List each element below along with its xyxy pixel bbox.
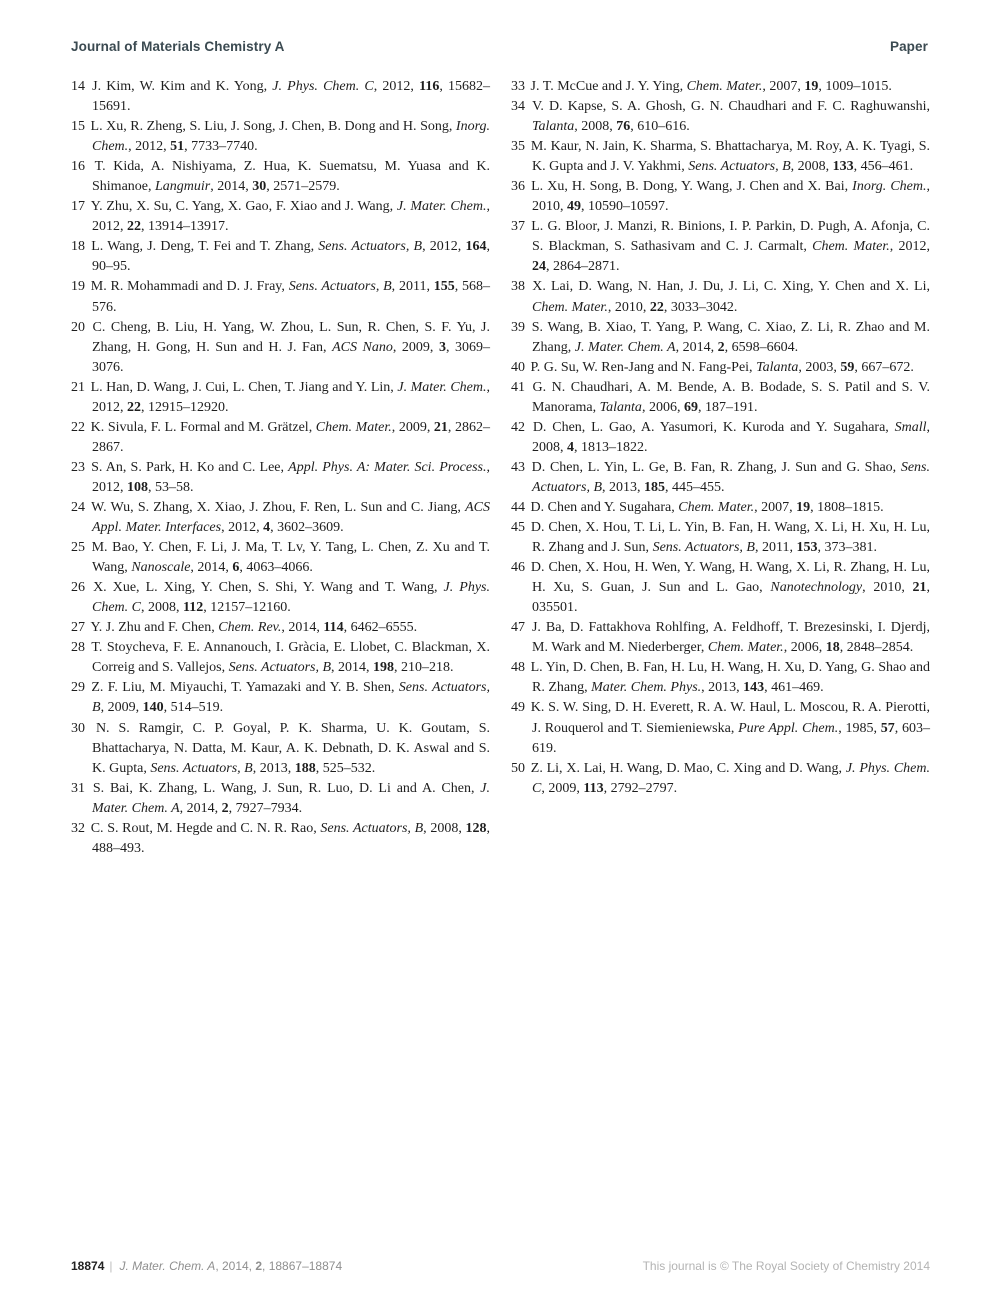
reference-text-segment: Chem. Mater. bbox=[686, 79, 763, 94]
reference-text-segment: , 456–461. bbox=[853, 159, 914, 175]
reference-text-segment: , 373–381. bbox=[817, 540, 877, 556]
reference-text-segment: 18 bbox=[825, 640, 840, 656]
reference-text-segment: , 461–469. bbox=[764, 680, 824, 696]
reference-text-segment: , 2006, bbox=[783, 640, 826, 656]
reference-text-segment: , 6598–6604. bbox=[724, 339, 799, 355]
reference-text-segment: , 13914–13917. bbox=[141, 219, 229, 235]
reference-text-segment: , 15682–15691. bbox=[92, 79, 490, 115]
reference-item bbox=[511, 618, 930, 658]
reference-item bbox=[71, 237, 490, 277]
reference-text-segment: L. Wang, J. Deng, T. Fei and T. Zhang, bbox=[91, 239, 319, 255]
reference-text-segment: J. Phys. Chem. C bbox=[92, 580, 491, 616]
reference-text-segment: 108 bbox=[127, 479, 148, 495]
reference-text-segment: Pure Appl. Chem. bbox=[738, 720, 839, 736]
page-header bbox=[71, 39, 928, 54]
reference-number: 50 bbox=[511, 760, 529, 776]
reference-text-segment: , 10590–10597. bbox=[581, 199, 669, 215]
reference-text-segment: 76 bbox=[616, 119, 631, 135]
footer-copyright: This journal is © The Royal Society of Chemistry 2014 bbox=[642, 1259, 930, 1273]
reference-text-segment: 185 bbox=[644, 479, 665, 495]
reference-text-segment: , 488–493. bbox=[92, 820, 491, 856]
reference-text-segment: , 2009, bbox=[541, 780, 584, 796]
page-footer bbox=[71, 1259, 930, 1273]
reference-text-segment: Sens. Actuators, B bbox=[150, 760, 253, 776]
reference-text-segment: S. Bai, K. Zhang, L. Wang, J. Sun, R. Luo, D. Li and A. Chen, bbox=[92, 780, 481, 796]
reference-number: 42 bbox=[511, 419, 531, 435]
reference-text-segment: Sens. Actuators, B bbox=[532, 459, 930, 495]
reference-text-segment: , 525–532. bbox=[315, 760, 376, 776]
reference-text-segment: D. Chen and Y. Sugahara, bbox=[530, 499, 679, 515]
reference-text-segment: X. Xue, L. Xing, Y. Chen, S. Shi, Y. Wang and T. Wang, bbox=[93, 580, 444, 596]
reference-item bbox=[71, 618, 490, 638]
reference-number: 43 bbox=[511, 459, 530, 475]
reference-item bbox=[511, 217, 930, 277]
reference-text-segment: , 2014, bbox=[331, 660, 374, 676]
reference-item bbox=[71, 458, 490, 498]
footer-divider: | bbox=[109, 1259, 113, 1273]
reference-text-segment: , 035501. bbox=[532, 580, 931, 616]
reference-text-segment: , 1808–1815. bbox=[810, 499, 884, 515]
reference-text-segment: , 1009–1015. bbox=[818, 79, 892, 94]
reference-number: 49 bbox=[511, 700, 529, 716]
reference-text-segment: Small bbox=[894, 419, 927, 435]
reference-text-segment: Sens. Actuators, B bbox=[320, 820, 424, 836]
reference-item bbox=[511, 518, 930, 558]
reference-item bbox=[71, 197, 490, 237]
reference-item bbox=[511, 358, 930, 378]
reference-number: 31 bbox=[71, 780, 91, 796]
footer-citation bbox=[71, 1259, 342, 1273]
reference-text-segment: , 2008, bbox=[423, 820, 466, 836]
reference-text-segment: 22 bbox=[127, 219, 141, 235]
reference-item bbox=[511, 498, 930, 518]
reference-text-segment: , 2006, bbox=[641, 399, 684, 415]
reference-number: 41 bbox=[511, 379, 531, 395]
reference-text-segment: 4 bbox=[567, 439, 574, 455]
reference-number: 32 bbox=[71, 820, 89, 836]
reference-number: 21 bbox=[71, 379, 89, 395]
reference-text-segment: , 610–616. bbox=[630, 119, 690, 135]
reference-text-segment: 140 bbox=[142, 700, 164, 716]
reference-text-segment: , 2012, bbox=[92, 459, 491, 495]
reference-text-segment: ACS Nano bbox=[332, 339, 393, 355]
footer-page-number: 18874 bbox=[71, 1259, 105, 1273]
paper-type-label: Paper bbox=[889, 39, 928, 54]
reference-text-segment: , 568–576. bbox=[92, 279, 491, 315]
reference-text-segment: L. Xu, R. Zheng, S. Liu, J. Song, J. Chen, B. Dong and H. Song, bbox=[90, 119, 456, 135]
reference-text-segment: 59 bbox=[840, 359, 855, 375]
reference-text-segment: , 2792–2797. bbox=[603, 780, 678, 796]
reference-text-segment: M. R. Mohammadi and D. J. Fray, bbox=[90, 279, 289, 295]
reference-number: 30 bbox=[71, 720, 94, 736]
reference-text-segment: 57 bbox=[880, 720, 895, 736]
reference-item bbox=[71, 819, 490, 859]
reference-text-segment: , 3602–3609. bbox=[270, 520, 344, 536]
reference-text-segment: 155 bbox=[433, 279, 455, 295]
reference-item bbox=[71, 277, 490, 317]
reference-number: 47 bbox=[511, 620, 530, 636]
reference-text-segment: 188 bbox=[294, 760, 316, 776]
reference-text-segment: Sens. Actuators, B bbox=[652, 540, 755, 556]
reference-text-segment: , 210–218. bbox=[394, 660, 454, 676]
reference-text-segment: K. S. W. Sing, D. H. Everett, R. A. W. Haul, L. Moscou, R. A. Pierotti, J. Rouquerol and T. Siemieniewska, bbox=[530, 700, 930, 736]
reference-number: 40 bbox=[511, 359, 529, 375]
reference-text-segment: Chem. Rev. bbox=[218, 620, 282, 636]
reference-number: 22 bbox=[71, 419, 89, 435]
reference-text-segment: Sens. Actuators, B bbox=[688, 159, 791, 175]
reference-number: 19 bbox=[71, 279, 89, 295]
reference-text-segment: , 3069–3076. bbox=[92, 339, 490, 375]
reference-text-segment: , 1813–1822. bbox=[574, 439, 648, 455]
reference-text-segment: , 12157–12160. bbox=[203, 600, 291, 616]
reference-item bbox=[71, 578, 490, 618]
reference-text-segment: 112 bbox=[183, 600, 204, 616]
reference-text-segment: 21 bbox=[433, 419, 448, 435]
reference-text-segment: Appl. Phys. A: Mater. Sci. Process. bbox=[288, 459, 487, 475]
reference-text-segment: , 4063–4066. bbox=[239, 560, 313, 576]
reference-text-segment: 133 bbox=[832, 159, 854, 175]
reference-text-segment: G. N. Chaudhari, A. M. Bende, A. B. Bodade, S. S. Patil and S. V. Manorama, bbox=[532, 379, 931, 415]
reference-number: 17 bbox=[71, 199, 89, 215]
journal-title: Journal of Materials Chemistry A bbox=[71, 39, 285, 54]
reference-number: 14 bbox=[71, 79, 91, 94]
reference-text-segment: 198 bbox=[373, 660, 395, 676]
reference-item bbox=[71, 418, 490, 458]
reference-text-segment: , 53–58. bbox=[148, 479, 194, 495]
reference-number: 34 bbox=[511, 99, 531, 115]
reference-text-segment: , 2011, bbox=[391, 279, 434, 295]
reference-number: 25 bbox=[71, 540, 90, 556]
reference-item bbox=[71, 498, 490, 538]
reference-text-segment: 143 bbox=[743, 680, 765, 696]
reference-text-segment: D. Chen, L. Yin, L. Ge, B. Fan, R. Zhang, J. Sun and G. Shao, bbox=[531, 459, 901, 475]
reference-text-segment: D. Chen, X. Hou, T. Li, L. Yin, B. Fan, H. Wang, X. Li, H. Xu, H. Lu, R. Zhang and J. Sun, bbox=[530, 520, 931, 556]
reference-text-segment: , 2848–2854. bbox=[839, 640, 914, 656]
reference-item bbox=[511, 318, 930, 358]
reference-text-segment: 114 bbox=[323, 620, 344, 636]
reference-text-segment: Nanoscale bbox=[131, 560, 191, 576]
reference-text-segment: Chem. Mater. bbox=[707, 640, 784, 656]
reference-text-segment: , 7927–7934. bbox=[228, 800, 303, 816]
reference-item bbox=[511, 277, 930, 317]
reference-item bbox=[71, 779, 490, 819]
reference-item bbox=[71, 117, 490, 157]
reference-text-segment: J. Phys. Chem. C bbox=[272, 79, 374, 94]
reference-text-segment: D. Chen, X. Hou, H. Wen, Y. Wang, H. Wang, X. Li, R. Zhang, H. Lu, H. Xu, S. Guan, J. Sun and L. Gao, bbox=[530, 560, 931, 596]
reference-number: 39 bbox=[511, 319, 530, 335]
reference-text-segment: 3 bbox=[438, 339, 446, 355]
reference-text-segment: , 2012, bbox=[889, 239, 930, 255]
reference-text-segment: Inorg. Chem. bbox=[852, 179, 927, 195]
reference-item bbox=[511, 558, 930, 618]
reference-text-segment: , 2007, bbox=[762, 79, 805, 94]
reference-item bbox=[511, 77, 930, 97]
reference-text-segment: M. Kaur, N. Jain, K. Sharma, S. Bhattacharya, M. Roy, A. K. Tyagi, S. K. Gupta and J. V. Yakhmi, bbox=[530, 139, 931, 175]
reference-text-segment: Talanta bbox=[532, 119, 575, 135]
reference-text-segment: Sens. Actuators, B bbox=[288, 279, 392, 295]
reference-text-segment: ACS Appl. Mater. Interfaces bbox=[92, 499, 490, 536]
reference-text-segment: , 2571–2579. bbox=[266, 179, 340, 195]
reference-text-segment: , 2014, bbox=[210, 179, 253, 195]
reference-item bbox=[71, 318, 490, 378]
reference-text-segment: , 2014, bbox=[190, 560, 233, 576]
reference-text-segment: V. D. Kapse, S. A. Ghosh, G. N. Chaudhari and F. C. Raghuwanshi, bbox=[532, 99, 931, 115]
reference-text-segment: , 2012, bbox=[92, 199, 490, 235]
reference-text-segment: J. Mater. Chem. A bbox=[92, 780, 491, 816]
reference-text-segment: , 2013, bbox=[701, 680, 744, 696]
reference-number: 29 bbox=[71, 680, 90, 696]
reference-text-segment: , 2014, bbox=[281, 620, 324, 636]
reference-item bbox=[511, 378, 930, 418]
reference-text-segment: Chem. Mater. bbox=[315, 419, 392, 435]
reference-number: 24 bbox=[71, 499, 90, 515]
reference-item bbox=[71, 538, 490, 578]
reference-text-segment: , 2010, bbox=[532, 179, 930, 215]
reference-item bbox=[511, 418, 930, 458]
reference-text-segment: Mater. Chem. Phys. bbox=[591, 680, 702, 696]
reference-text-segment: Chem. Mater. bbox=[678, 499, 755, 515]
reference-text-segment: , 18867–18874 bbox=[262, 1259, 343, 1273]
reference-text-segment: , 2014, bbox=[215, 1259, 256, 1273]
footer-journal-citation bbox=[120, 1259, 343, 1273]
reference-text-segment: , 2010, bbox=[607, 299, 650, 315]
reference-text-segment: , 6462–6555. bbox=[343, 620, 418, 636]
reference-text-segment: , 514–519. bbox=[163, 700, 224, 716]
reference-text-segment: 128 bbox=[465, 820, 487, 836]
reference-text-segment: T. Kida, A. Nishiyama, Z. Hua, K. Suematsu, M. Yuasa and K. Shimanoe, bbox=[92, 159, 491, 195]
reference-text-segment: , 2014, bbox=[675, 339, 718, 355]
reference-text-segment: 113 bbox=[583, 780, 604, 796]
reference-text-segment: Talanta bbox=[599, 399, 642, 415]
reference-text-segment: C. S. Rout, M. Hegde and C. N. R. Rao, bbox=[90, 820, 321, 836]
reference-text-segment: , 2012, bbox=[373, 79, 420, 94]
reference-number: 45 bbox=[511, 520, 529, 536]
reference-text-segment: 116 bbox=[419, 79, 440, 94]
reference-number: 20 bbox=[71, 319, 91, 335]
reference-text-segment: X. Lai, D. Wang, N. Han, J. Du, J. Li, C. Xing, Y. Chen and X. Li, bbox=[532, 279, 931, 295]
reference-text-segment: J. T. McCue and J. Y. Ying, bbox=[530, 79, 687, 94]
reference-text-segment: 19 bbox=[796, 499, 811, 515]
reference-text-segment: , 187–191. bbox=[697, 399, 758, 415]
reference-text-segment: , 445–455. bbox=[665, 479, 725, 495]
reference-text-segment: J. Mater. Chem. bbox=[397, 379, 487, 395]
reference-number: 27 bbox=[71, 620, 89, 636]
reference-item bbox=[511, 137, 930, 177]
reference-item bbox=[71, 378, 490, 418]
reference-text-segment: , 2013, bbox=[602, 479, 644, 495]
reference-text-segment: Y. J. Zhu and F. Chen, bbox=[90, 620, 219, 636]
reference-text-segment: 51 bbox=[170, 139, 185, 155]
reference-item bbox=[71, 157, 490, 197]
reference-text-segment: 24 bbox=[532, 259, 546, 275]
reference-text-segment: , 2864–2871. bbox=[546, 259, 620, 275]
reference-number: 48 bbox=[511, 660, 529, 676]
reference-text-segment: , 2012, bbox=[92, 379, 491, 415]
reference-text-segment: , 2009, bbox=[100, 700, 143, 716]
reference-text-segment: 153 bbox=[796, 540, 818, 556]
reference-text-segment: C. Cheng, B. Liu, H. Yang, W. Zhou, L. Sun, R. Chen, S. F. Yu, J. Zhang, H. Gong, H. Sun and H. J. Fan, bbox=[92, 319, 491, 355]
reference-text-segment: , 2009, bbox=[392, 339, 439, 355]
reference-item bbox=[511, 458, 930, 498]
reference-text-segment: , 2014, bbox=[179, 800, 222, 816]
reference-text-segment: L. Yin, D. Chen, B. Fan, H. Lu, H. Wang, H. Xu, D. Yang, G. Shao and R. Zhang, bbox=[530, 660, 931, 696]
reference-text-segment: N. S. Ramgir, C. P. Goyal, P. K. Sharma, U. K. Goutam, S. Bhattacharya, N. Datta, M. Kaur, A. K. Debnath, D. K. Aswal and S. K. Gupta, bbox=[92, 720, 490, 776]
reference-text-segment: K. Sivula, F. L. Formal and M. Grätzel, bbox=[90, 419, 316, 435]
references-column-right bbox=[511, 77, 930, 859]
reference-text-segment: J. Mater. Chem. A bbox=[574, 339, 676, 355]
reference-text-segment: 22 bbox=[649, 299, 664, 315]
reference-text-segment: , 2008, bbox=[790, 159, 833, 175]
reference-text-segment: 19 bbox=[804, 79, 819, 94]
reference-text-segment: 2 bbox=[221, 800, 229, 816]
reference-item bbox=[511, 759, 930, 799]
reference-item bbox=[71, 77, 490, 117]
reference-text-segment: 6 bbox=[232, 560, 240, 576]
reference-number: 35 bbox=[511, 139, 529, 155]
reference-text-segment: L. Xu, H. Song, B. Dong, Y. Wang, J. Chen and X. Bai, bbox=[531, 179, 853, 195]
reference-text-segment: , 2009, bbox=[391, 419, 434, 435]
reference-number: 36 bbox=[511, 179, 530, 195]
reference-text-segment: 49 bbox=[567, 199, 581, 215]
reference-text-segment: J. Phys. Chem. C bbox=[532, 760, 930, 796]
reference-text-segment: T. Stoycheva, F. E. Annanouch, I. Gràcia, E. Llobet, C. Blackman, X. Correig and S. Vallejos, bbox=[91, 640, 491, 676]
reference-text-segment: , 7733–7740. bbox=[184, 139, 258, 155]
reference-text-segment: , 2011, bbox=[754, 540, 797, 556]
reference-text-segment: Chem. Mater. bbox=[532, 299, 608, 315]
reference-number: 28 bbox=[71, 640, 90, 656]
reference-text-segment: , 12915–12920. bbox=[141, 399, 229, 415]
reference-text-segment: Sens. Actuators, B bbox=[228, 660, 332, 676]
reference-text-segment: , 2012, bbox=[221, 520, 264, 536]
reference-text-segment: Z. Li, X. Lai, H. Wang, D. Mao, C. Xing and D. Wang, bbox=[530, 760, 846, 776]
reference-text-segment: S. Wang, B. Xiao, T. Yang, P. Wang, C. Xiao, Z. Li, R. Zhao and M. Zhang, bbox=[531, 319, 931, 355]
reference-number: 16 bbox=[71, 159, 93, 175]
reference-number: 33 bbox=[511, 79, 529, 94]
reference-text-segment: 30 bbox=[252, 179, 267, 195]
reference-text-segment: Sens. Actuators, B bbox=[92, 680, 490, 716]
reference-number: 26 bbox=[71, 580, 92, 596]
reference-text-segment: , 90–95. bbox=[92, 239, 490, 275]
reference-text-segment: P. G. Su, W. Ren-Jang and N. Fang-Pei, bbox=[530, 359, 757, 375]
reference-text-segment: , 2008, bbox=[532, 419, 930, 455]
reference-text-segment: S. An, S. Park, H. Ko and C. Lee, bbox=[91, 459, 289, 475]
reference-text-segment: 2 bbox=[255, 1259, 263, 1273]
references-section bbox=[71, 77, 930, 859]
reference-text-segment: 22 bbox=[127, 399, 141, 415]
reference-text-segment: 2 bbox=[717, 339, 725, 355]
reference-text-segment: J. Mater. Chem. bbox=[396, 199, 487, 215]
reference-text-segment: Chem. Mater. bbox=[812, 239, 890, 255]
reference-text-segment: Nanotechnology bbox=[770, 580, 863, 596]
reference-text-segment: , 2003, bbox=[798, 359, 841, 375]
reference-text-segment: , 603–619. bbox=[532, 720, 930, 756]
reference-text-segment: Z. F. Liu, M. Miyauchi, T. Yamazaki and Y. B. Shen, bbox=[91, 680, 399, 696]
reference-text-segment: 69 bbox=[683, 399, 698, 415]
reference-text-segment: , 2008, bbox=[574, 119, 617, 135]
reference-text-segment: , 2012, bbox=[422, 239, 466, 255]
reference-text-segment: J. Kim, W. Kim and K. Yong, bbox=[92, 79, 273, 94]
reference-text-segment: , 3033–3042. bbox=[663, 299, 738, 315]
reference-number: 23 bbox=[71, 459, 90, 475]
reference-number: 44 bbox=[511, 499, 529, 515]
reference-number: 15 bbox=[71, 119, 89, 135]
reference-item bbox=[511, 698, 930, 758]
reference-text-segment: Langmuir bbox=[155, 179, 211, 195]
reference-text-segment: D. Chen, L. Gao, A. Yasumori, K. Kuroda and Y. Sugahara, bbox=[532, 419, 895, 435]
reference-text-segment: M. Bao, Y. Chen, F. Li, J. Ma, T. Lv, Y. Tang, L. Chen, Z. Xu and T. Wang, bbox=[91, 540, 490, 576]
reference-text-segment: , 2862–2867. bbox=[92, 419, 491, 455]
reference-text-segment: , 2010, bbox=[862, 580, 913, 596]
reference-number: 37 bbox=[511, 219, 530, 235]
reference-item bbox=[71, 719, 490, 779]
reference-item bbox=[71, 638, 490, 678]
reference-text-segment: , 2008, bbox=[141, 600, 183, 616]
reference-number: 18 bbox=[71, 239, 90, 255]
reference-item bbox=[511, 658, 930, 698]
reference-text-segment: 164 bbox=[465, 239, 487, 255]
reference-text-segment: Talanta bbox=[756, 359, 799, 375]
reference-text-segment: Sens. Actuators, B bbox=[318, 239, 423, 255]
reference-text-segment: , 2013, bbox=[252, 760, 295, 776]
reference-item bbox=[511, 97, 930, 137]
reference-text-segment: , 667–672. bbox=[854, 359, 914, 375]
reference-item bbox=[71, 678, 490, 718]
reference-text-segment: 21 bbox=[912, 580, 927, 596]
reference-text-segment: , 2012, bbox=[128, 139, 171, 155]
reference-text-segment: Y. Zhu, X. Su, C. Yang, X. Gao, F. Xiao and J. Wang, bbox=[90, 199, 397, 215]
references-column-left bbox=[71, 77, 490, 859]
reference-text-segment: L. G. Bloor, J. Manzi, R. Binions, I. P. Parkin, D. Pugh, A. Afonja, C. S. Blackman, S. Sathasivam and C. J. Carmalt, bbox=[531, 219, 930, 255]
reference-text-segment: , 1985, bbox=[838, 720, 881, 736]
reference-number: 46 bbox=[511, 560, 529, 576]
reference-item bbox=[511, 177, 930, 217]
reference-text-segment: 4 bbox=[263, 520, 271, 536]
reference-text-segment: , 2007, bbox=[754, 499, 797, 515]
reference-text-segment: L. Han, D. Wang, J. Cui, L. Chen, T. Jiang and Y. Lin, bbox=[90, 379, 398, 395]
reference-number: 38 bbox=[511, 279, 531, 295]
reference-text-segment: Inorg. Chem. bbox=[92, 119, 490, 155]
reference-text-segment: J. Mater. Chem. A bbox=[119, 1259, 216, 1273]
reference-text-segment: W. Wu, S. Zhang, X. Xiao, J. Zhou, F. Ren, L. Sun and C. Jiang, bbox=[91, 499, 466, 515]
reference-text-segment: J. Ba, D. Fattakhova Rohlfing, A. Feldhoff, T. Brezesinski, I. Djerdj, M. Wark and M. Niederberger, bbox=[531, 620, 930, 656]
